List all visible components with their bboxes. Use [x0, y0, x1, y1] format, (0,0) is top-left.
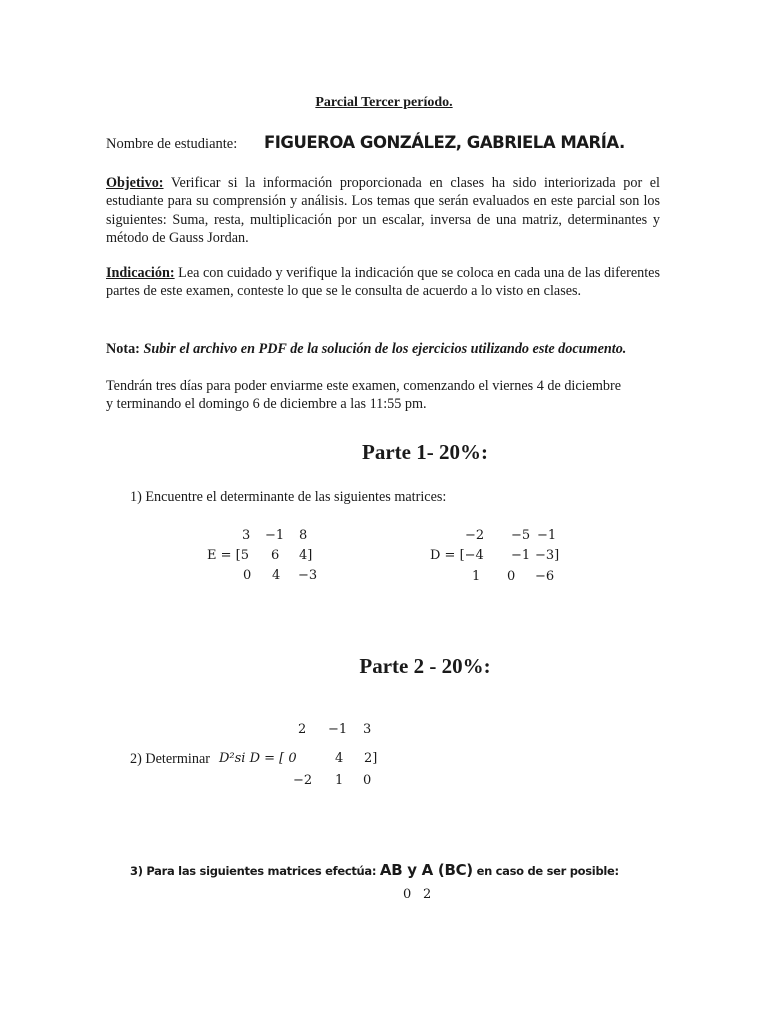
objective-paragraph — [106, 174, 660, 247]
question-2-math: D²si D = [ 0 — [219, 751, 297, 766]
note-label: Nota: — [106, 341, 140, 357]
note-text: Subir el archivo en PDF de la solución de los ejercicios utilizando este documento. — [139, 341, 627, 357]
deadline-line-2: y terminando el domingo 6 de diciembre a las 11:55 pm. — [106, 396, 427, 413]
matrix-e-cell: −1 — [265, 528, 285, 543]
question-1: 1) Encuentre el determinante de las siguientes matrices: — [130, 489, 447, 505]
objective-text: Verificar si la información proporcionada en clases ha sido interiorizada por el estudiante para su comprensión y análisis. Los temas que serán evaluados en este parcial son los siguientes: Suma, resta, multiplicación por un escalar, inversa de una matriz, determinantes y método de Gauss Jordan. — [106, 175, 660, 246]
student-name-label: Nombre de estudiante: — [106, 136, 238, 152]
section-heading-part-2: Parte 2 - 20%: — [359, 654, 491, 678]
deadline-line-1: Tendrán tres días para poder enviarme este examen, comenzando el viernes 4 de diciembre — [106, 378, 622, 394]
objective-label: Objetivo: — [106, 175, 164, 191]
exam-title: Parcial Tercer período. — [315, 95, 453, 110]
question-3 — [130, 861, 619, 879]
matrix-d2-cell: 1 — [335, 773, 344, 788]
matrix-d-cell: 1 — [472, 569, 481, 584]
indication-label: Indicación: — [106, 265, 175, 281]
matrix-d-cell: −2 — [465, 528, 485, 543]
matrix-e-cell: 0 — [243, 568, 252, 583]
matrix-d2-cell: −1 — [328, 722, 348, 737]
matrix-e-prefix: E = [5 — [207, 548, 249, 563]
matrix-e-cell: 4] — [299, 548, 313, 563]
matrix-d-cell: −1 — [511, 548, 531, 563]
matrix-d2-cell: −2 — [293, 773, 313, 788]
matrix-a-cell: 0 — [403, 887, 412, 902]
indication-text: Lea con cuidado y verifique la indicación que se coloca en cada una de las diferentes partes de este examen, conteste lo que se le consulta de acuerdo a lo visto en clases. — [106, 265, 660, 300]
question-3-prefix: 3) Para las siguientes matrices efectúa: — [130, 864, 380, 878]
question-3-operations: AB y A (BC) — [379, 861, 473, 879]
matrix-d2-cell: 2 — [298, 722, 307, 737]
note-paragraph — [106, 340, 666, 358]
section-heading-part-1: Parte 1- 20%: — [362, 440, 488, 464]
matrix-d-cell: −6 — [535, 569, 555, 584]
matrix-d-cell: 0 — [507, 569, 516, 584]
matrix-d-cell: −5 — [511, 528, 531, 543]
matrix-d2-cell: 3 — [363, 722, 372, 737]
question-3-suffix: en caso de ser posible: — [472, 864, 619, 878]
matrix-d2-cell: 2] — [364, 751, 378, 766]
indication-paragraph — [106, 264, 660, 301]
matrix-d-cell: −1 — [537, 528, 557, 543]
question-2-text: 2) Determinar — [130, 751, 210, 767]
matrix-d-prefix: D = [−4 — [430, 548, 484, 563]
matrix-e-cell: 3 — [242, 528, 251, 543]
deadline-paragraph — [106, 377, 666, 414]
matrix-d-cell: −3] — [535, 548, 560, 563]
matrix-d2-cell: 0 — [363, 773, 372, 788]
student-name: FIGUEROA GONZÁLEZ, GABRIELA MARÍA. — [264, 133, 625, 152]
matrix-e-cell: −3 — [298, 568, 318, 583]
matrix-e-cell: 8 — [299, 528, 308, 543]
matrix-d2-cell: 4 — [335, 751, 344, 766]
matrix-e-cell: 6 — [271, 548, 280, 563]
matrix-e-cell: 4 — [272, 568, 281, 583]
matrix-a-cell: 2 — [423, 887, 432, 902]
